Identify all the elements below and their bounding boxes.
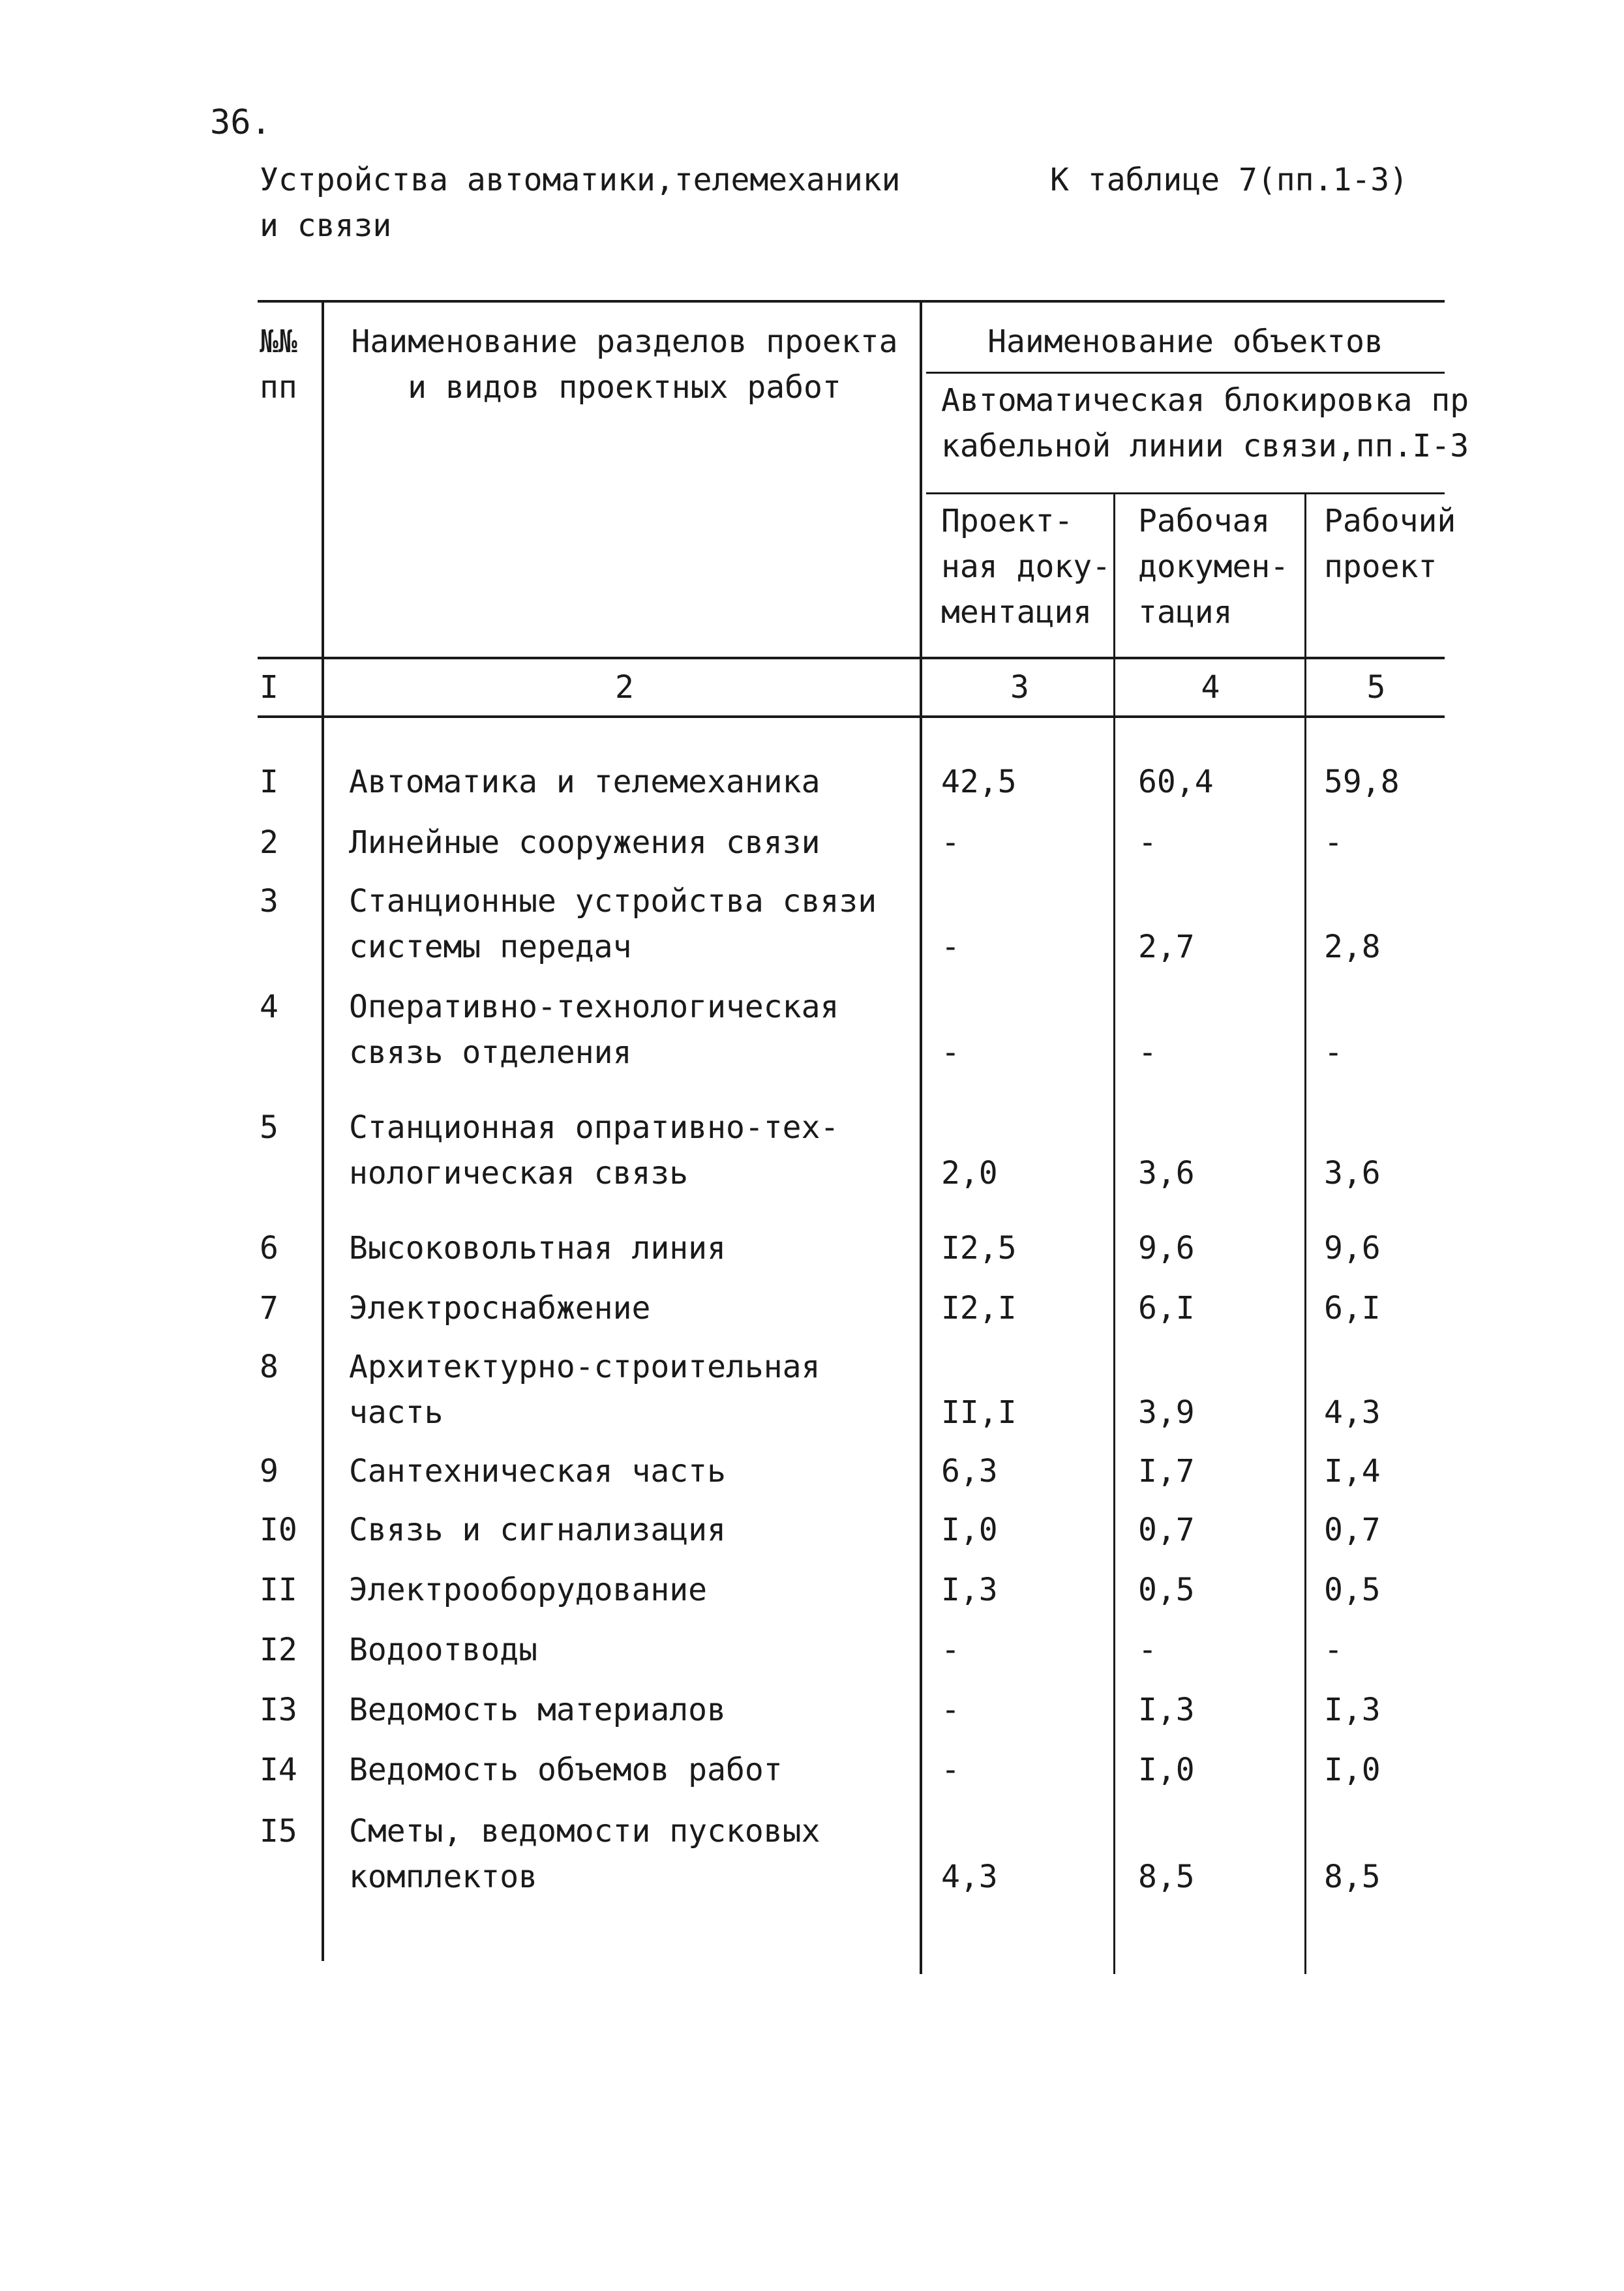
row-name-line1: Высоковольтная линия xyxy=(349,1230,726,1266)
col-number-2: 2 xyxy=(615,669,634,706)
cell-working-documentation: 3,6 xyxy=(1138,1155,1195,1191)
cell-design-documentation: - xyxy=(941,1692,960,1728)
column-divider-4 xyxy=(1304,494,1306,1974)
cell-working-project: 0,5 xyxy=(1324,1572,1381,1608)
row-name-line1: Станционная опративно-тех- xyxy=(349,1109,839,1146)
row-name-line1: Сметы, ведомости пусковых xyxy=(349,1813,820,1849)
row-number: I5 xyxy=(260,1813,297,1849)
row-number: I4 xyxy=(260,1752,297,1788)
cell-working-documentation: I,0 xyxy=(1138,1752,1195,1788)
row-name-line1: Линейные сооружения связи xyxy=(349,824,820,861)
row-name-line1: Автоматика и телемеханика xyxy=(349,764,820,800)
cell-working-project: 6,I xyxy=(1324,1290,1381,1326)
cell-working-documentation: 8,5 xyxy=(1138,1859,1195,1895)
cell-working-documentation: 60,4 xyxy=(1138,764,1214,800)
row-name-line1: Электроснабжение xyxy=(349,1290,651,1326)
cell-working-documentation: 9,6 xyxy=(1138,1230,1195,1266)
cell-design-documentation: I2,5 xyxy=(941,1230,1017,1266)
cell-working-project: I,4 xyxy=(1324,1453,1381,1490)
cell-design-documentation: I2,I xyxy=(941,1290,1017,1326)
object-name-line1: Автоматическая блокировка пр xyxy=(941,382,1469,419)
row-number: II xyxy=(260,1572,297,1608)
cell-design-documentation: I,0 xyxy=(941,1512,998,1548)
cell-working-documentation: I,3 xyxy=(1138,1692,1195,1728)
col4-header-line1: Рабочая xyxy=(1138,503,1271,539)
row-name-line1: Станционные устройства связи xyxy=(349,883,877,920)
row-number: I3 xyxy=(260,1692,297,1728)
col4-header-line2: докумен- xyxy=(1138,548,1289,585)
row-number: 6 xyxy=(260,1230,278,1266)
row-name-line1: Водоотводы xyxy=(349,1632,537,1668)
cell-working-project: 9,6 xyxy=(1324,1230,1381,1266)
page-number: 36. xyxy=(210,103,271,142)
col3-header-line2: ная доку- xyxy=(941,548,1111,585)
subject-title-line2: и связи xyxy=(260,207,392,244)
row-number: 9 xyxy=(260,1453,278,1490)
row-name-line2: комплектов xyxy=(349,1859,537,1895)
row-name-line1: Архитектурно-строительная xyxy=(349,1349,820,1385)
object-name-line2: кабельной линии связи,пп.I-3 xyxy=(941,428,1469,464)
row-name-line2: нологическая связь xyxy=(349,1155,689,1191)
row-number: I2 xyxy=(260,1632,297,1668)
cell-design-documentation: - xyxy=(941,1632,960,1668)
num-header-line2: пп xyxy=(260,369,297,406)
row-number: 8 xyxy=(260,1349,278,1385)
row-number: 3 xyxy=(260,883,278,920)
row-name-line2: часть xyxy=(349,1394,444,1431)
objects-header: Наименование объектов xyxy=(987,323,1383,360)
cell-working-project: - xyxy=(1324,824,1343,861)
row-name-line1: Ведомость объемов работ xyxy=(349,1752,783,1788)
cell-working-documentation: 2,7 xyxy=(1138,929,1195,965)
column-divider-2 xyxy=(920,301,922,1974)
col4-header-line3: тация xyxy=(1138,594,1233,631)
row-name-line2: системы передач xyxy=(349,929,632,965)
cell-working-project: - xyxy=(1324,1632,1343,1668)
cell-working-project: 8,5 xyxy=(1324,1859,1381,1895)
row-number: 2 xyxy=(260,824,278,861)
cell-design-documentation: - xyxy=(941,929,960,965)
cell-design-documentation: 42,5 xyxy=(941,764,1017,800)
cell-working-project: 0,7 xyxy=(1324,1512,1381,1548)
cell-working-documentation: 0,5 xyxy=(1138,1572,1195,1608)
column-divider-3 xyxy=(1113,494,1115,1974)
header-bottom-rule xyxy=(258,657,1445,659)
col3-header-line3: ментация xyxy=(941,594,1092,631)
column-divider-1 xyxy=(322,301,324,1961)
cell-design-documentation: 6,3 xyxy=(941,1453,998,1490)
cell-working-project: 3,6 xyxy=(1324,1155,1381,1191)
cell-design-documentation: - xyxy=(941,1034,960,1071)
row-name-line2: связь отделения xyxy=(349,1034,632,1071)
cell-working-documentation: 0,7 xyxy=(1138,1512,1195,1548)
cell-working-project: 59,8 xyxy=(1324,764,1400,800)
cell-working-documentation: 3,9 xyxy=(1138,1394,1195,1431)
row-name-line1: Связь и сигнализация xyxy=(349,1512,726,1548)
num-header-line1: №№ xyxy=(260,323,297,360)
cell-working-project: 4,3 xyxy=(1324,1394,1381,1431)
row-number: I0 xyxy=(260,1512,297,1548)
object-name-rule xyxy=(926,492,1445,494)
row-number: 7 xyxy=(260,1290,278,1326)
cell-design-documentation: 2,0 xyxy=(941,1155,998,1191)
row-name-line1: Оперативно-технологическая xyxy=(349,989,839,1025)
cell-working-project: - xyxy=(1324,1034,1343,1071)
row-name-line1: Электрооборудование xyxy=(349,1572,708,1608)
cell-design-documentation: - xyxy=(941,824,960,861)
name-header-line2: и видов проектных работ xyxy=(408,369,841,406)
cell-working-documentation: - xyxy=(1138,1034,1157,1071)
row-number: I xyxy=(260,764,278,800)
col-number-1: I xyxy=(260,669,278,706)
cell-design-documentation: II,I xyxy=(941,1394,1017,1431)
cell-design-documentation: - xyxy=(941,1752,960,1788)
row-number: 4 xyxy=(260,989,278,1025)
row-number: 5 xyxy=(260,1109,278,1146)
table-top-rule xyxy=(258,300,1445,303)
col-number-3: 3 xyxy=(1010,669,1029,706)
col3-header-line1: Проект- xyxy=(941,503,1074,539)
cell-working-project: I,0 xyxy=(1324,1752,1381,1788)
row-name-line1: Сантехническая часть xyxy=(349,1453,726,1490)
col5-header-line2: проект xyxy=(1324,548,1437,585)
cell-working-documentation: - xyxy=(1138,824,1157,861)
cell-working-project: I,3 xyxy=(1324,1692,1381,1728)
column-number-rule xyxy=(258,715,1445,718)
cell-design-documentation: I,3 xyxy=(941,1572,998,1608)
cell-design-documentation: 4,3 xyxy=(941,1859,998,1895)
cell-working-documentation: - xyxy=(1138,1632,1157,1668)
col-number-4: 4 xyxy=(1201,669,1220,706)
cell-working-project: 2,8 xyxy=(1324,929,1381,965)
name-header-line1: Наименование разделов проекта xyxy=(351,323,898,360)
row-name-line1: Ведомость материалов xyxy=(349,1692,726,1728)
cell-working-documentation: I,7 xyxy=(1138,1453,1195,1490)
cell-working-documentation: 6,I xyxy=(1138,1290,1195,1326)
col5-header-line1: Рабочий xyxy=(1324,503,1456,539)
table-reference: К таблице 7(пп.1-3) xyxy=(1050,162,1409,198)
col-number-5: 5 xyxy=(1366,669,1386,706)
subject-title-line1: Устройства автоматики,телемеханики xyxy=(260,162,901,198)
objects-header-rule xyxy=(926,372,1445,374)
